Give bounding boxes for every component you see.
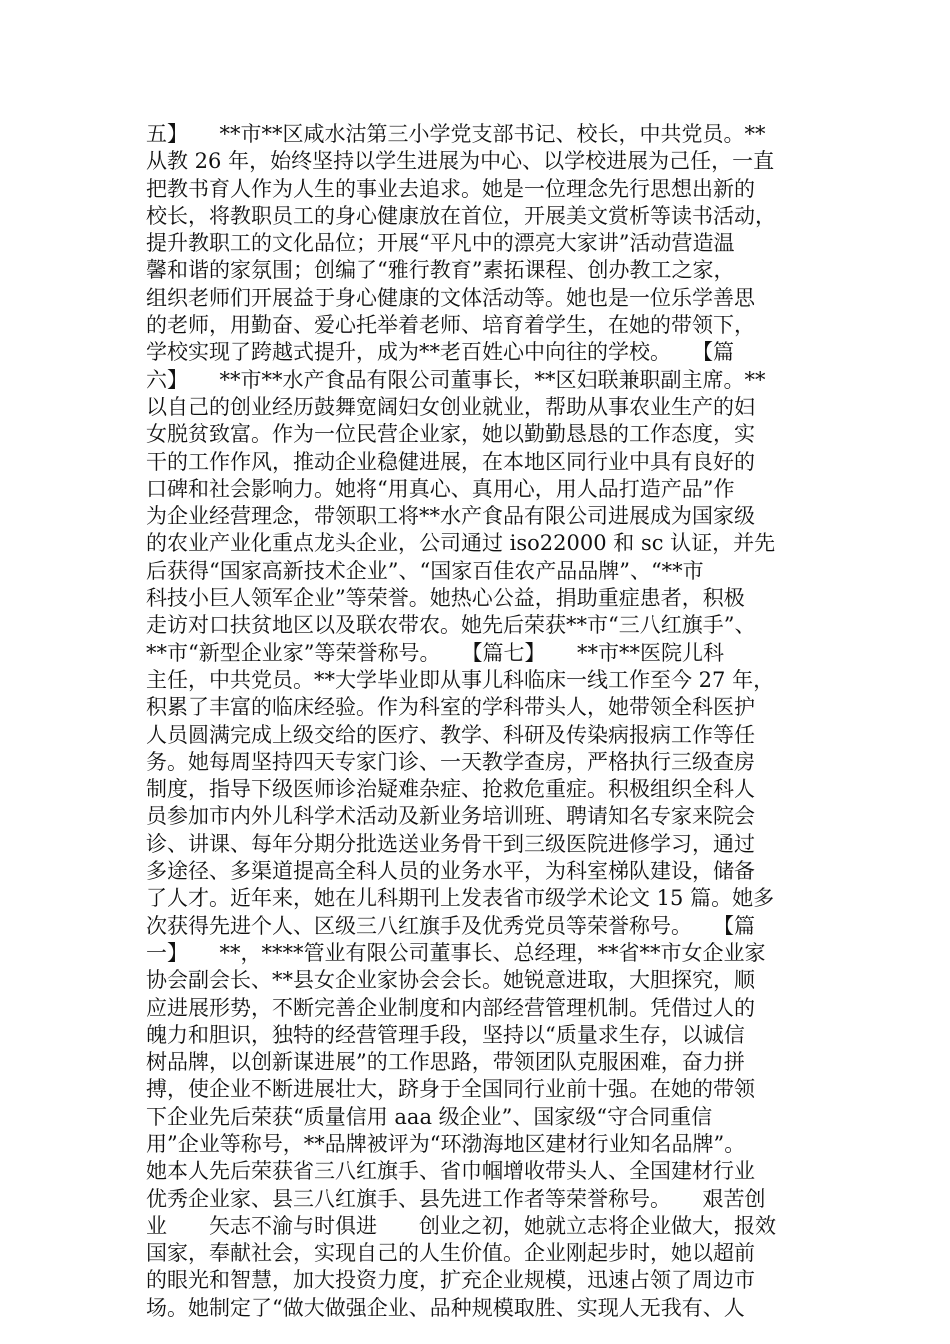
text-line: 馨和谐的家氛围；创编了“雅行教育”素拓课程、创办教工之家， xyxy=(146,258,735,283)
text-line: 五】 **市**区咸水沽第三小学党支部书记、校长，中共党员。** xyxy=(146,122,766,146)
text-line: 次获得先进个人、区级三八红旗手及优秀党员等荣誉称号。 【篇 xyxy=(146,913,755,938)
text-line: 六】 **市**水产食品有限公司董事长，**区妇联兼职副主席。** xyxy=(146,367,766,392)
body-text xyxy=(146,121,826,1322)
text-line: 提升教职工的文化品位；开展“平凡中的漂亮大家讲”活动营造温 xyxy=(146,231,735,256)
text-line: 主任，中共党员。**大学毕业即从事儿科临床一线工作至今 27 年， xyxy=(146,667,775,692)
text-line: 魄力和胆识，独特的经营管理手段，坚持以“质量求生存，以诚信 xyxy=(146,1022,745,1047)
text-line: 多途径、多渠道提高全科人员的业务水平，为科室梯队建设，储备 xyxy=(146,859,755,884)
text-line: 口碑和社会影响力。她将“用真心、真用心，用人品打造产品”作 xyxy=(146,476,735,501)
text-line: 科技小巨人领军企业”等荣誉。她热心公益，捐助重症患者，积极 xyxy=(146,586,745,611)
text-line: **市“新型企业家”等荣誉称号。 【篇七】 **市**医院儿科 xyxy=(146,640,724,665)
text-line: 协会副会长、**县女企业家协会会长。她锐意进取，大胆探究，顺 xyxy=(146,968,755,993)
text-line: 场。她制定了“做大做强企业、品种规模取胜、实现人无我有、人 xyxy=(146,1295,745,1320)
text-line: 的农业产业化重点龙头企业，公司通过 iso22000 和 sc 认证，并先 xyxy=(146,531,776,556)
text-line: 走访对口扶贫地区以及联农带农。她先后荣获**市“三八红旗手”、 xyxy=(146,613,756,638)
text-line: 干的工作作风，推动企业稳健进展，在本地区同行业中具有良好的 xyxy=(146,449,755,474)
text-line: 她本人先后荣获省三八红旗手、省巾帼增收带头人、全国建材行业 xyxy=(146,1159,755,1184)
text-line: 人员圆满完成上级交给的医疗、教学、科研及传染病报病工作等任 xyxy=(146,722,755,747)
text-line: 了人才。近年来，她在儿科期刊上发表省市级学术论文 15 篇。她多 xyxy=(146,886,775,911)
text-line: 把教书育人作为人生的事业去追求。她是一位理念先行思想出新的 xyxy=(146,176,755,201)
text-line: 员参加市内外儿科学术活动及新业务培训班、聘请知名专家来院会 xyxy=(146,804,755,829)
text-line: 积累了丰富的临床经验。作为科室的学科带头人，她带领全科医护 xyxy=(146,695,755,720)
text-line: 组织老师们开展益于身心健康的文体活动等。她也是一位乐学善思 xyxy=(146,285,755,310)
text-line: 以自己的创业经历鼓舞宽阔妇女创业就业，帮助从事农业生产的妇 xyxy=(146,394,755,419)
text-line: 为企业经营理念，带领职工将**水产食品有限公司进展成为国家级 xyxy=(146,504,755,529)
text-line: 后获得“国家高新技术企业”、“国家百佳农产品品牌”、“**市 xyxy=(146,558,704,583)
text-line: 搏，使企业不断进展壮大，跻身于全国同行业前十强。在她的带领 xyxy=(146,1077,755,1102)
text-line: 业 矢志不渝与时俱进 创业之初，她就立志将企业做大，报效 xyxy=(146,1213,776,1238)
text-line: 女脱贫致富。作为一位民营企业家，她以勤勤恳恳的工作态度，实 xyxy=(146,422,755,447)
text-line: 用”企业等称号，**品牌被评为“环渤海地区建材行业知名品牌”。 xyxy=(146,1131,746,1156)
text-line: 的老师，用勤奋、爱心托举着老师、培育着学生，在她的带领下， xyxy=(146,313,755,338)
text-line: 树品牌，以创新谋进展”的工作思路，带领团队克服困难，奋力拼 xyxy=(146,1050,745,1075)
text-line: 应进展形势，不断完善企业制度和内部经营管理机制。凭借过人的 xyxy=(146,995,755,1020)
text-line: 校长，将教职员工的身心健康放在首位，开展美文赏析等读书活动， xyxy=(146,203,776,228)
text-line: 下企业先后荣获“质量信用 aaa 级企业”、国家级“守合同重信 xyxy=(146,1104,713,1129)
text-line: 务。她每周坚持四天专家门诊、一天教学查房，严格执行三级查房 xyxy=(146,749,755,774)
text-line: 一】 **，****管业有限公司董事长、总经理，**省**市女企业家 xyxy=(146,940,766,965)
text-line: 制度，指导下级医师诊治疑难杂症、抢救危重症。积极组织全科人 xyxy=(146,777,755,802)
text-line: 优秀企业家、县三八红旗手、县先进工作者等荣誉称号。 艰苦创 xyxy=(146,1186,766,1211)
text-line: 从教 26 年，始终坚持以学生进展为中心、以学校进展为己任，一直 xyxy=(146,149,775,174)
text-line: 国家，奉献社会，实现自己的人生价值。企业刚起步时，她以超前 xyxy=(146,1241,755,1266)
text-line: 学校实现了跨越式提升，成为**老百姓心中向往的学校。 【篇 xyxy=(146,340,734,365)
text-line: 的眼光和智慧，加大投资力度，扩充企业规模，迅速占领了周边市 xyxy=(146,1268,755,1293)
text-line: 诊、讲课、每年分期分批选送业务骨干到三级医院进修学习，通过 xyxy=(146,831,755,856)
